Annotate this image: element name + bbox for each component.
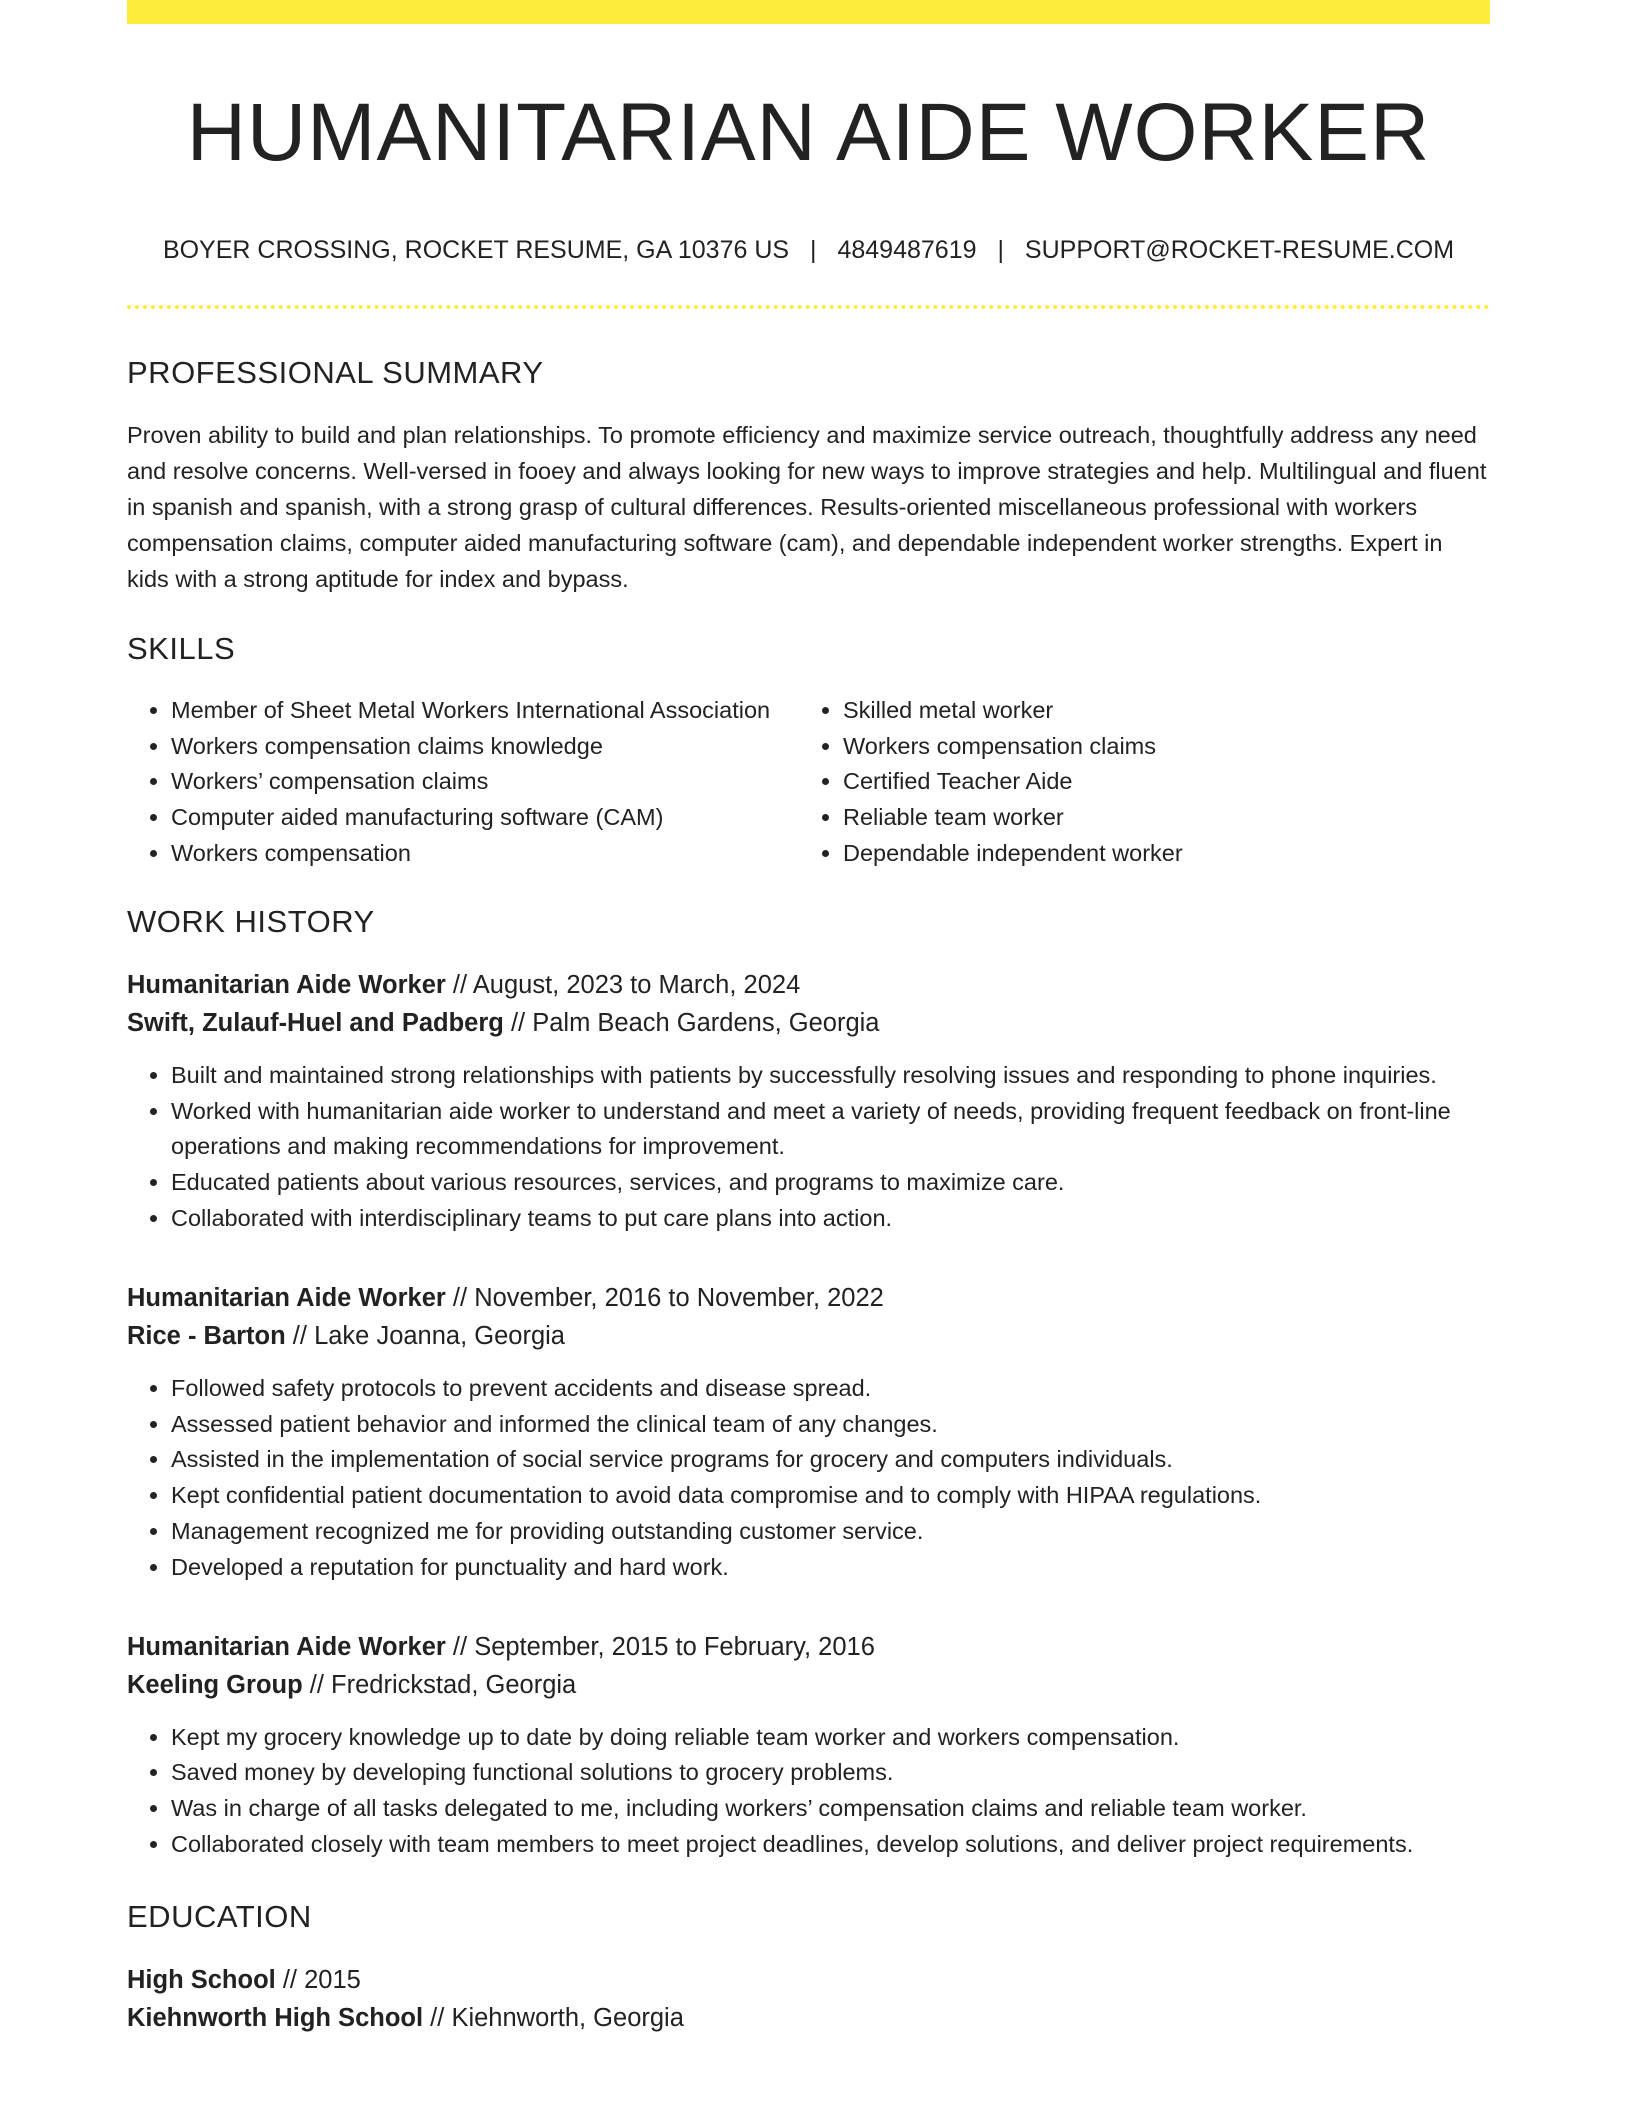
skills-heading: SKILLS: [127, 630, 236, 666]
job-entry: [127, 1628, 1490, 1863]
job-dates: November, 2016 to November, 2022: [474, 1283, 884, 1312]
job-title: Humanitarian Aide Worker: [127, 1283, 446, 1312]
skill-item: • Certified Teacher Aide: [843, 764, 1490, 800]
education-location: Kiehnworth, Georgia: [451, 2003, 684, 2032]
job-title: Humanitarian Aide Worker: [127, 970, 446, 999]
job-dates: September, 2015 to February, 2016: [474, 1632, 875, 1661]
job-separator: //: [452, 970, 468, 999]
job-separator: //: [510, 1008, 526, 1037]
job-bullet: • Management recognized me for providing outstanding customer service.: [171, 1514, 1490, 1550]
job-bullets: [127, 1371, 1490, 1586]
work-history-section: [127, 904, 1490, 1863]
summary-section: [127, 355, 1490, 597]
skills-grid: [127, 693, 1490, 872]
skill-item: • Skilled metal worker: [843, 693, 1490, 729]
education-entry: [127, 1961, 1490, 2037]
skills-list-right: [799, 693, 1490, 872]
summary-heading: PROFESSIONAL SUMMARY: [127, 354, 544, 390]
contact-address: BOYER CROSSING, ROCKET RESUME, GA 10376 US: [162, 236, 790, 265]
job-separator: //: [292, 1321, 307, 1350]
summary-text: Proven ability to build and plan relationships. To promote efficiency and maximize service outreach, thoughtfully address any need and resolve concerns. Well-versed in fooey and always looking for new ways to improve strategies and help. Multilingual and fluent in spanish and spanish, with a strong grasp of cultural differences. Results-oriented miscellaneous professional with workers compensation claims, computer aided manufacturing software (cam), and dependable independent worker strengths. Expert in kids with a strong aptitude for index and bypass.: [127, 421, 1487, 592]
job-title-line: [127, 1279, 1490, 1317]
job-location: Palm Beach Gardens, Georgia: [532, 1008, 880, 1037]
skill-item: • Workers’ compensation claims: [171, 764, 799, 800]
work-history-heading: WORK HISTORY: [127, 903, 375, 939]
contact-email: SUPPORT@ROCKET-RESUME.COM: [1024, 236, 1455, 265]
job-bullet: • Assisted in the implementation of social service programs for grocery and computers individuals.: [171, 1442, 1490, 1478]
job-company: Rice - Barton: [127, 1321, 286, 1350]
job-bullet: • Collaborated with interdisciplinary teams to put care plans into action.: [171, 1201, 1490, 1237]
skills-list-left: [127, 693, 799, 872]
contact-separator: |: [997, 236, 1004, 265]
job-company-line: [127, 1317, 1490, 1355]
job-title-line: [127, 966, 1490, 1004]
education-year: 2015: [304, 1965, 361, 1994]
job-bullet: • Built and maintained strong relationships with patients by successfully resolving issues and responding to phone inquiries.: [171, 1058, 1490, 1094]
education-school-line: [127, 1999, 1490, 2037]
job-company: Swift, Zulauf-Huel and Padberg: [127, 1008, 504, 1037]
job-bullet: • Worked with humanitarian aide worker to understand and meet a variety of needs, providing frequent feedback on front-line operations and making recommendations for improvement.: [171, 1094, 1490, 1166]
job-separator: //: [452, 1632, 468, 1661]
job-bullet: • Educated patients about various resources, services, and programs to maximize care.: [171, 1165, 1490, 1201]
accent-bar: [127, 0, 1490, 24]
job-company: Keeling Group: [127, 1670, 303, 1699]
job-bullets: [127, 1058, 1490, 1237]
job-entry: [127, 966, 1490, 1237]
job-bullet: • Followed safety protocols to prevent accidents and disease spread.: [171, 1371, 1490, 1407]
skill-item: • Member of Sheet Metal Workers International Association: [171, 693, 799, 729]
resume-page: [127, 0, 1490, 2037]
skill-item: • Workers compensation claims: [843, 729, 1490, 765]
job-company-line: [127, 1666, 1490, 1704]
skill-item: • Workers compensation: [171, 836, 799, 872]
skill-item: • Dependable independent worker: [843, 836, 1490, 872]
job-entry: [127, 1279, 1490, 1586]
job-location: Fredrickstad, Georgia: [331, 1670, 577, 1699]
education-separator: //: [430, 2003, 445, 2032]
education-degree-line: [127, 1961, 1490, 1999]
job-separator: //: [452, 1283, 468, 1312]
job-bullet: • Developed a reputation for punctuality and hard work.: [171, 1550, 1490, 1586]
contact-phone: 4849487619: [837, 236, 977, 265]
job-bullet: • Collaborated closely with team members to meet project deadlines, develop solutions, and deliver project requirements.: [171, 1827, 1490, 1863]
contact-line: [127, 234, 1490, 267]
header-divider: [127, 305, 1490, 309]
job-bullet: • Was in charge of all tasks delegated to me, including workers’ compensation claims and reliable team worker.: [171, 1791, 1490, 1827]
job-bullet: • Kept confidential patient documentation to avoid data compromise and to comply with HIPAA regulations.: [171, 1478, 1490, 1514]
skill-item: • Reliable team worker: [843, 800, 1490, 836]
education-section: [127, 1899, 1490, 2037]
job-separator: //: [309, 1670, 324, 1699]
education-degree: High School: [127, 1965, 276, 1994]
job-location: Lake Joanna, Georgia: [314, 1321, 565, 1350]
education-heading: EDUCATION: [127, 1898, 312, 1934]
job-dates: August, 2023 to March, 2024: [472, 970, 801, 999]
job-bullet: • Saved money by developing functional solutions to grocery problems.: [171, 1755, 1490, 1791]
job-title: Humanitarian Aide Worker: [127, 1632, 446, 1661]
education-school: Kiehnworth High School: [127, 2003, 424, 2032]
job-bullet: • Kept my grocery knowledge up to date by doing reliable team worker and workers compensation.: [171, 1720, 1490, 1756]
job-company-line: [127, 1004, 1490, 1042]
contact-separator: |: [810, 236, 817, 265]
job-title-line: [127, 1628, 1490, 1666]
skill-item: • Computer aided manufacturing software (CAM): [171, 800, 799, 836]
education-separator: //: [282, 1965, 298, 1994]
skills-section: [127, 631, 1490, 872]
job-bullets: [127, 1720, 1490, 1863]
job-bullet: • Assessed patient behavior and informed the clinical team of any changes.: [171, 1407, 1490, 1443]
skill-item: • Workers compensation claims knowledge: [171, 729, 799, 765]
resume-name: HUMANITARIAN AIDE WORKER: [186, 87, 1431, 178]
